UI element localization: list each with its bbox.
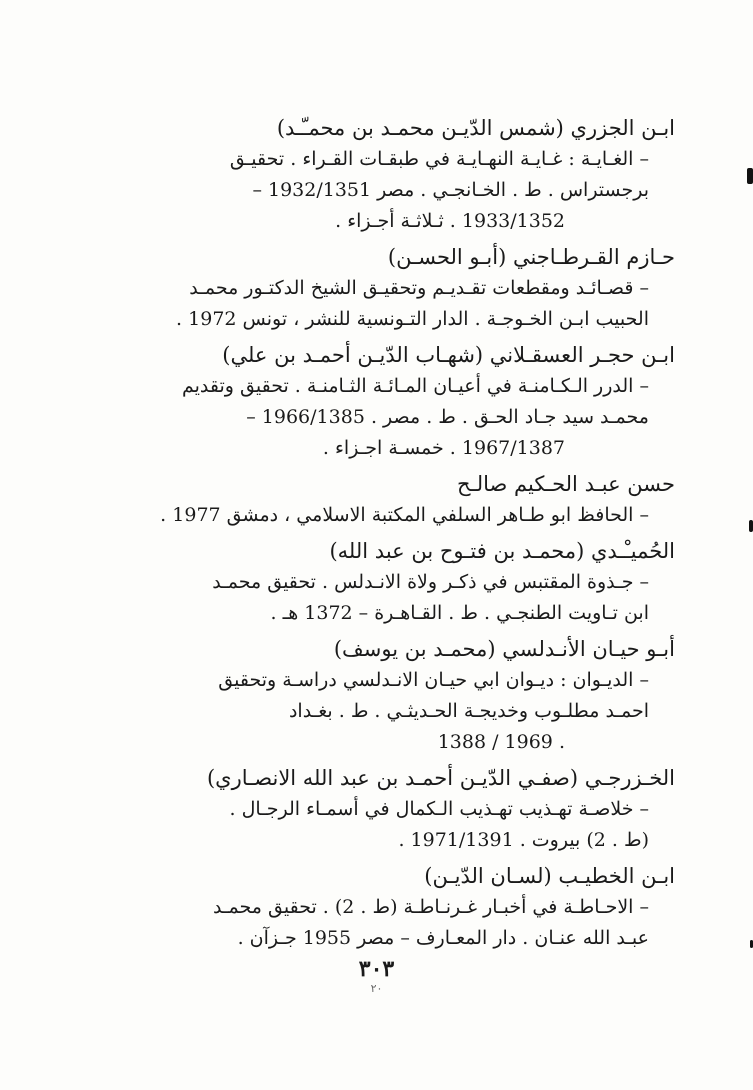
entry-line: – الاحـاطـة في أخبـار غـرنـاطـة (ط . 2) . تحقيق محمـد (213, 896, 649, 918)
entry-line: – خلاصـة تهـذيب تهـذيب الـكمال في أسمـاء الرجـال . (229, 798, 649, 820)
bibliography-entry (115, 535, 675, 629)
author-heading: الحُميـْـدي (محمـد بن فتـوح بن عبد الله) (329, 539, 675, 563)
bibliography-entry (115, 339, 675, 464)
bibliography-list (115, 108, 675, 954)
bibliography-entry (115, 112, 675, 237)
entry-line: – قصـائـد ومقطعات تقـديـم وتحقيـق الشيخ الدكتـور محمـد (189, 277, 649, 299)
entry-line: 1933/1352 . ثـلاثـة أجـزاء . (335, 210, 565, 232)
entry-line: – جـذوة المقتبس في ذكـر ولاة الانـدلس . تحقيق محمـد (212, 571, 649, 593)
author-heading: حسن عبـد الحـكيم صالـح (457, 472, 675, 496)
author-heading: ابـن حجـر العسقـلاني (شهـاب الدّيـن أحمـد بن علي) (222, 343, 675, 367)
entry-line: احمـد مطلـوب وخديجـة الحـديثـي . ط . بغـداد (288, 700, 649, 722)
entry-line: الحبيب ابـن الخـوجـة . الدار التـونسية للنشر ، تونس 1972 . (176, 308, 649, 330)
bibliography-entry (115, 468, 675, 531)
scan-edge-mark (747, 168, 753, 184)
bibliography-entry (115, 633, 675, 758)
page-number-sub: ٢٠ (370, 982, 383, 995)
entry-line: . 1969 / 1388 (437, 731, 565, 753)
entry-line: محمـد سيد جـاد الحـق . ط . مصر . 1966/1385 – (246, 406, 649, 428)
entry-line: (ط . 2) بيروت . 1971/1391 . (398, 829, 649, 851)
author-heading: ابـن الخطيـب (لسـان الدّيـن) (424, 864, 675, 888)
entry-line: ابن تـاويت الطنجـي . ط . القـاهـرة – 1372 هـ . (270, 602, 649, 624)
scan-edge-mark (749, 520, 753, 532)
entry-line: – الحافظ ابو طـاهر السلفي المكتبة الاسلامي ، دمشق 1977 . (160, 504, 649, 526)
bibliography-entry (115, 860, 675, 954)
entry-line: – الديـوان : ديـوان ابي حيـان الانـدلسي دراسـة وتحقيق (218, 669, 649, 691)
entry-line: – الدرر الـكـامنـة في أعيـان المـائـة الثـامنـة . تحقيق وتقديم (181, 375, 649, 397)
author-heading: الخـزرجـي (صفـي الدّيـن أحمـد بن عبد الله الانصـاري) (206, 766, 675, 790)
bibliography-entry (115, 762, 675, 856)
author-heading: أبـو حيـان الأنـدلسي (محمـد بن يوسف) (333, 637, 675, 661)
entry-line: – الغـايـة : غـايـة النهـايـة في طبقـات القـراء . تحقيـق (229, 148, 649, 170)
bibliography-entry (115, 241, 675, 335)
entry-line: 1967/1387 . خمسـة اجـزاء . (322, 437, 565, 459)
author-heading: حـازم القـرطـاجني (أبـو الحسـن) (387, 245, 675, 269)
page-number: ٣٠٣ (358, 956, 395, 982)
author-heading: ابـن الجزري (شمس الدّيـن محمـد بن محمـّـد) (276, 116, 675, 140)
entry-line: برجستراس . ط . الخـانجـي . مصر 1932/1351 – (252, 179, 649, 201)
entry-line: عبـد الله عنـان . دار المعـارف – مصر 1955 جـزآن . (237, 927, 649, 949)
